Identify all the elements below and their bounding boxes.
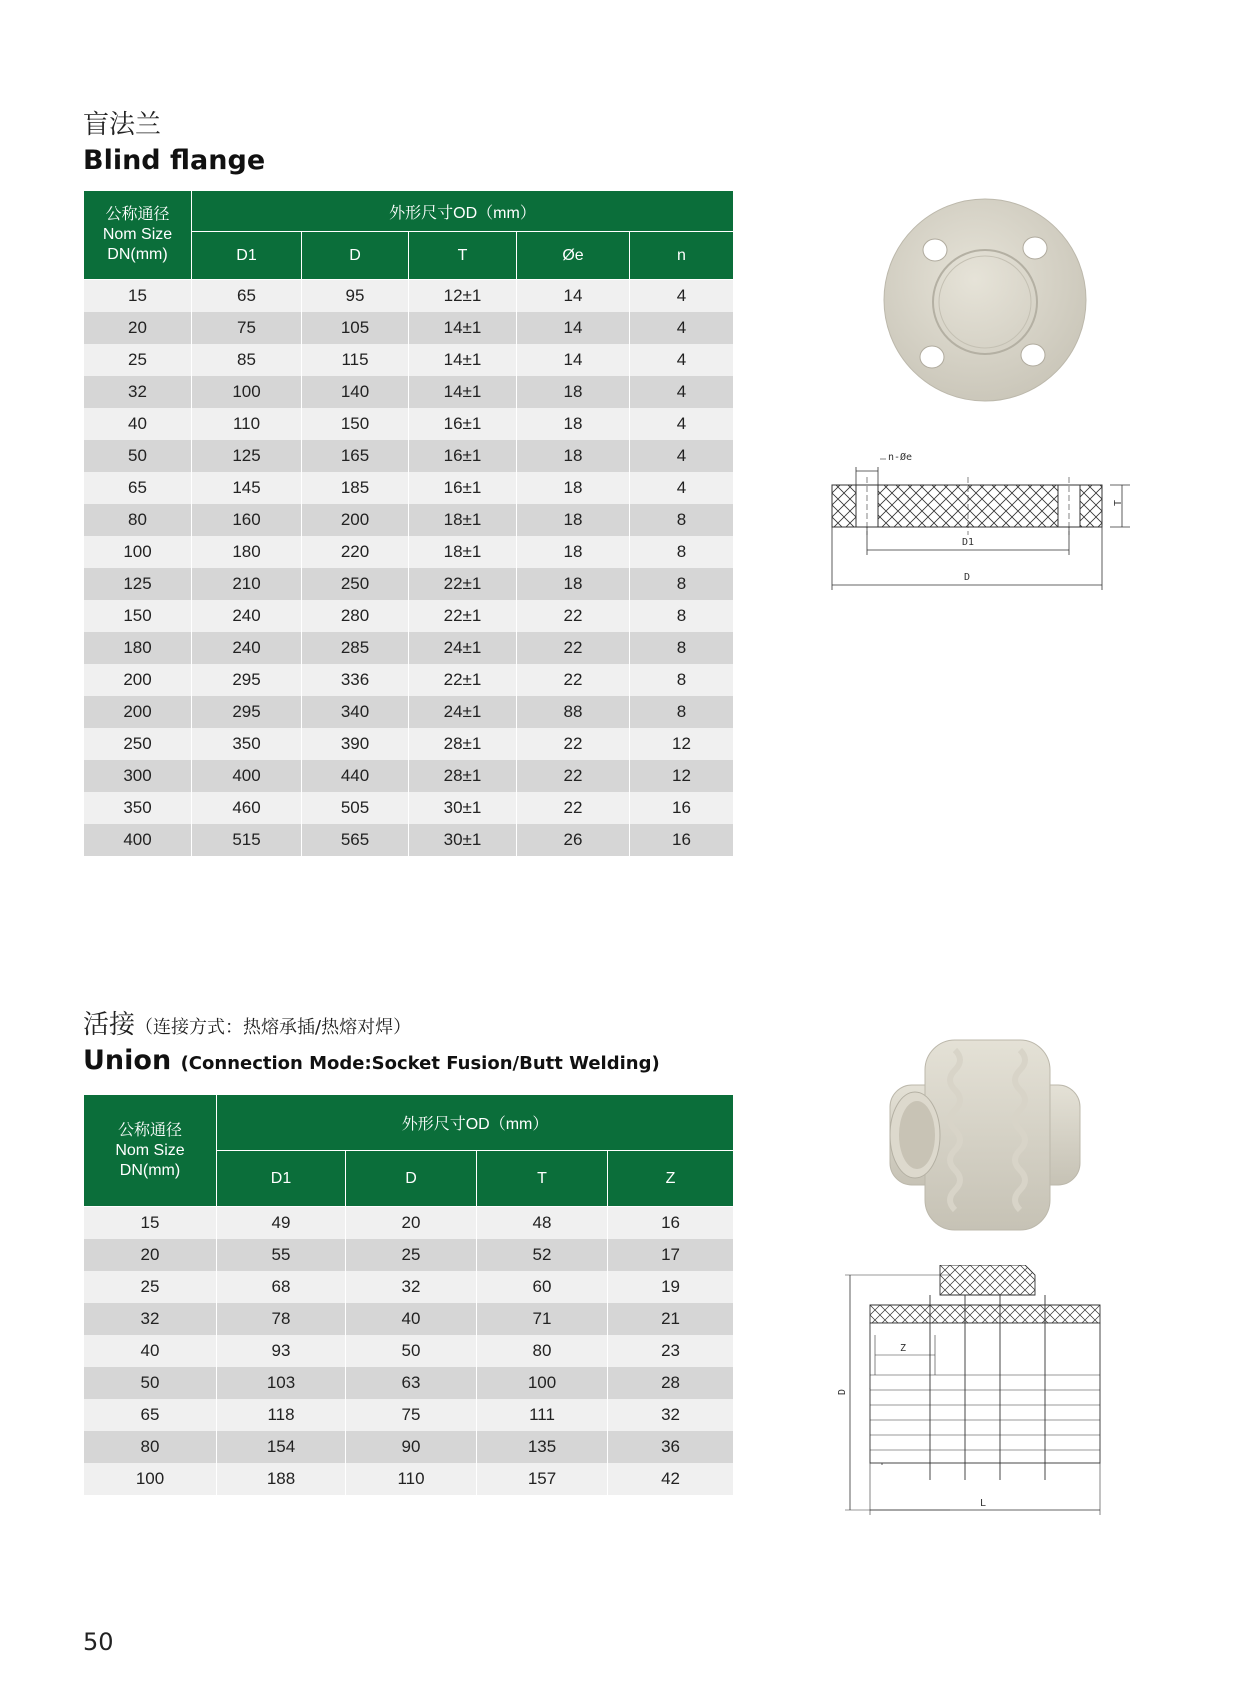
table-cell: 8 bbox=[630, 504, 734, 536]
table-cell: 4 bbox=[630, 472, 734, 504]
table-cell: 32 bbox=[84, 1303, 217, 1335]
table-cell: 4 bbox=[630, 280, 734, 312]
union-title-en-line bbox=[83, 1047, 660, 1074]
table-cell: 8 bbox=[630, 568, 734, 600]
table-cell: 40 bbox=[84, 1335, 217, 1367]
table-cell: 110 bbox=[192, 408, 302, 440]
table-cell: 460 bbox=[192, 792, 302, 824]
table-row bbox=[84, 1207, 734, 1239]
table-cell: 400 bbox=[84, 824, 192, 856]
table-cell: 8 bbox=[630, 536, 734, 568]
table-cell: 240 bbox=[192, 632, 302, 664]
d-label: D bbox=[837, 1388, 848, 1395]
table-row bbox=[84, 440, 734, 472]
table-row bbox=[84, 1431, 734, 1463]
table-cell: 4 bbox=[630, 408, 734, 440]
table-row bbox=[84, 376, 734, 408]
table-cell: 55 bbox=[217, 1239, 346, 1271]
table-cell: 49 bbox=[217, 1207, 346, 1239]
table-row bbox=[84, 1463, 734, 1495]
table-cell: 390 bbox=[302, 728, 409, 760]
table-cell: 14±1 bbox=[409, 344, 517, 376]
table-cell: 12 bbox=[630, 728, 734, 760]
nom-size-en: Nom Size bbox=[102, 226, 173, 243]
table-cell: 18 bbox=[517, 440, 630, 472]
union-photo bbox=[880, 1035, 1090, 1235]
table-cell: 160 bbox=[192, 504, 302, 536]
blind-flange-title-cn: 盲法兰 bbox=[83, 110, 162, 140]
column-header: n bbox=[630, 232, 734, 280]
table-cell: 118 bbox=[217, 1399, 346, 1431]
table-cell: 50 bbox=[84, 440, 192, 472]
nom-size-header bbox=[84, 191, 192, 280]
column-header: D1 bbox=[192, 232, 302, 280]
table-row bbox=[84, 472, 734, 504]
table-cell: 8 bbox=[630, 600, 734, 632]
table-row bbox=[84, 664, 734, 696]
table-cell: 100 bbox=[84, 1463, 217, 1495]
table-cell: 14±1 bbox=[409, 376, 517, 408]
t-label: T bbox=[1113, 499, 1124, 506]
table-row bbox=[84, 504, 734, 536]
table-cell: 20 bbox=[84, 312, 192, 344]
column-header: T bbox=[477, 1151, 608, 1207]
table-cell: 71 bbox=[477, 1303, 608, 1335]
table-cell: 18±1 bbox=[409, 504, 517, 536]
table-cell: 14 bbox=[517, 312, 630, 344]
table-cell: 15 bbox=[84, 280, 192, 312]
table-cell: 18 bbox=[517, 536, 630, 568]
table-cell: 250 bbox=[302, 568, 409, 600]
table-cell: 12±1 bbox=[409, 280, 517, 312]
table-cell: 285 bbox=[302, 632, 409, 664]
od-header: 外形尺寸OD（mm） bbox=[217, 1095, 734, 1151]
table-cell: 75 bbox=[192, 312, 302, 344]
table-cell: 4 bbox=[630, 312, 734, 344]
table-cell: 295 bbox=[192, 696, 302, 728]
table-cell: 200 bbox=[302, 504, 409, 536]
table-cell: 150 bbox=[84, 600, 192, 632]
table-row bbox=[84, 1367, 734, 1399]
union-title-en-note: (Connection Mode:Socket Fusion/Butt Welding) bbox=[180, 1053, 660, 1074]
table-cell: 16 bbox=[630, 792, 734, 824]
table-cell: 25 bbox=[346, 1239, 477, 1271]
d1-label: D1 bbox=[962, 537, 975, 548]
table-cell: 110 bbox=[346, 1463, 477, 1495]
table-cell: 42 bbox=[608, 1463, 734, 1495]
table-cell: 135 bbox=[477, 1431, 608, 1463]
nom-size-cn: 公称通径 bbox=[117, 1121, 182, 1139]
table-cell: 250 bbox=[84, 728, 192, 760]
table-cell: 17 bbox=[608, 1239, 734, 1271]
table-cell: 25 bbox=[84, 1271, 217, 1303]
table-cell: 40 bbox=[84, 408, 192, 440]
table-cell: 100 bbox=[192, 376, 302, 408]
table-cell: 14 bbox=[517, 344, 630, 376]
table-row bbox=[84, 536, 734, 568]
union-title-cn-note: （连接方式：热熔承插/热熔对焊） bbox=[135, 1017, 412, 1038]
table-cell: 18 bbox=[517, 568, 630, 600]
union-title-en: Union bbox=[83, 1045, 172, 1076]
table-row bbox=[84, 600, 734, 632]
table-cell: 22 bbox=[517, 792, 630, 824]
table-cell: 12 bbox=[630, 760, 734, 792]
table-cell: 30±1 bbox=[409, 824, 517, 856]
table-cell: 85 bbox=[192, 344, 302, 376]
union-drawing bbox=[830, 1265, 1105, 1530]
table-cell: 90 bbox=[346, 1431, 477, 1463]
table-cell: 28±1 bbox=[409, 728, 517, 760]
table-cell: 22±1 bbox=[409, 568, 517, 600]
table-cell: 336 bbox=[302, 664, 409, 696]
table-cell: 25 bbox=[84, 344, 192, 376]
page-number: 50 bbox=[83, 1628, 114, 1656]
table-cell: 14 bbox=[517, 280, 630, 312]
table-cell: 36 bbox=[608, 1431, 734, 1463]
table-cell: 200 bbox=[84, 696, 192, 728]
table-cell: 15 bbox=[84, 1207, 217, 1239]
z-label: Z bbox=[900, 1343, 907, 1354]
table-cell: 154 bbox=[217, 1431, 346, 1463]
table-cell: 150 bbox=[302, 408, 409, 440]
column-header: Z bbox=[608, 1151, 734, 1207]
table-cell: 18 bbox=[517, 472, 630, 504]
table-cell: 22 bbox=[517, 760, 630, 792]
table-cell: 280 bbox=[302, 600, 409, 632]
table-cell: 16 bbox=[630, 824, 734, 856]
table-cell: 50 bbox=[84, 1367, 217, 1399]
table-cell: 16±1 bbox=[409, 440, 517, 472]
table-cell: 125 bbox=[84, 568, 192, 600]
table-cell: 40 bbox=[346, 1303, 477, 1335]
nom-size-header bbox=[84, 1095, 217, 1207]
blind-flange-drawing bbox=[820, 445, 1140, 595]
table-cell: 23 bbox=[608, 1335, 734, 1367]
table-row bbox=[84, 344, 734, 376]
table-cell: 75 bbox=[346, 1399, 477, 1431]
table-row bbox=[84, 728, 734, 760]
table-cell: 22 bbox=[517, 600, 630, 632]
table-row bbox=[84, 1399, 734, 1431]
table-row bbox=[84, 1335, 734, 1367]
nom-size-unit: DN(mm) bbox=[107, 246, 168, 263]
table-cell: 16±1 bbox=[409, 472, 517, 504]
table-row bbox=[84, 792, 734, 824]
table-cell: 515 bbox=[192, 824, 302, 856]
table-cell: 18 bbox=[517, 504, 630, 536]
table-cell: 400 bbox=[192, 760, 302, 792]
table-cell: 22±1 bbox=[409, 664, 517, 696]
table-cell: 505 bbox=[302, 792, 409, 824]
table-cell: 50 bbox=[346, 1335, 477, 1367]
table-row bbox=[84, 568, 734, 600]
table-cell: 32 bbox=[84, 376, 192, 408]
table-cell: 4 bbox=[630, 344, 734, 376]
table-cell: 52 bbox=[477, 1239, 608, 1271]
table-cell: 60 bbox=[477, 1271, 608, 1303]
table-cell: 22 bbox=[517, 728, 630, 760]
table-cell: 188 bbox=[217, 1463, 346, 1495]
nom-size-unit: DN(mm) bbox=[119, 1161, 181, 1179]
table-cell: 565 bbox=[302, 824, 409, 856]
table-row bbox=[84, 1239, 734, 1271]
table-row bbox=[84, 1303, 734, 1335]
union-table bbox=[83, 1094, 734, 1495]
table-cell: 20 bbox=[346, 1207, 477, 1239]
table-cell: 185 bbox=[302, 472, 409, 504]
table-cell: 4 bbox=[630, 376, 734, 408]
table-cell: 30±1 bbox=[409, 792, 517, 824]
column-header: D bbox=[302, 232, 409, 280]
table-row bbox=[84, 312, 734, 344]
table-cell: 140 bbox=[302, 376, 409, 408]
table-row bbox=[84, 824, 734, 856]
table-cell: 115 bbox=[302, 344, 409, 376]
table-row bbox=[84, 1271, 734, 1303]
table-cell: 165 bbox=[302, 440, 409, 472]
table-cell: 22 bbox=[517, 664, 630, 696]
table-cell: 32 bbox=[608, 1399, 734, 1431]
table-cell: 103 bbox=[217, 1367, 346, 1399]
table-cell: 210 bbox=[192, 568, 302, 600]
table-cell: 300 bbox=[84, 760, 192, 792]
table-cell: 220 bbox=[302, 536, 409, 568]
table-cell: 22±1 bbox=[409, 600, 517, 632]
table-row bbox=[84, 408, 734, 440]
table-cell: 18 bbox=[517, 376, 630, 408]
table-cell: 180 bbox=[192, 536, 302, 568]
column-header: D1 bbox=[217, 1151, 346, 1207]
table-cell: 19 bbox=[608, 1271, 734, 1303]
table-cell: 16±1 bbox=[409, 408, 517, 440]
blind-flange-photo bbox=[880, 195, 1090, 410]
table-cell: 8 bbox=[630, 664, 734, 696]
hole-label: n-Øe bbox=[888, 452, 913, 463]
table-cell: 65 bbox=[84, 472, 192, 504]
table-cell: 350 bbox=[84, 792, 192, 824]
table-row bbox=[84, 280, 734, 312]
table-cell: 125 bbox=[192, 440, 302, 472]
table-row bbox=[84, 760, 734, 792]
table-cell: 8 bbox=[630, 632, 734, 664]
table-cell: 78 bbox=[217, 1303, 346, 1335]
table-cell: 20 bbox=[84, 1239, 217, 1271]
table-cell: 26 bbox=[517, 824, 630, 856]
table-cell: 95 bbox=[302, 280, 409, 312]
nom-size-en: Nom Size bbox=[115, 1141, 185, 1159]
table-cell: 340 bbox=[302, 696, 409, 728]
table-cell: 8 bbox=[630, 696, 734, 728]
table-cell: 48 bbox=[477, 1207, 608, 1239]
table-cell: 145 bbox=[192, 472, 302, 504]
table-cell: 111 bbox=[477, 1399, 608, 1431]
table-cell: 80 bbox=[84, 504, 192, 536]
table-cell: 200 bbox=[84, 664, 192, 696]
table-cell: 240 bbox=[192, 600, 302, 632]
column-header: T bbox=[409, 232, 517, 280]
od-header: 外形尺寸OD（mm） bbox=[192, 191, 734, 232]
d-label: D bbox=[964, 572, 971, 583]
table-cell: 100 bbox=[84, 536, 192, 568]
table-cell: 4 bbox=[630, 440, 734, 472]
blind-flange-table bbox=[83, 190, 734, 856]
table-cell: 100 bbox=[477, 1367, 608, 1399]
blind-flange-title-en: Blind flange bbox=[83, 145, 266, 176]
table-cell: 18±1 bbox=[409, 536, 517, 568]
table-cell: 88 bbox=[517, 696, 630, 728]
table-cell: 65 bbox=[192, 280, 302, 312]
table-cell: 28 bbox=[608, 1367, 734, 1399]
table-cell: 68 bbox=[217, 1271, 346, 1303]
table-cell: 180 bbox=[84, 632, 192, 664]
table-cell: 295 bbox=[192, 664, 302, 696]
table-row bbox=[84, 696, 734, 728]
l-label: L bbox=[980, 1498, 987, 1509]
table-cell: 157 bbox=[477, 1463, 608, 1495]
table-cell: 93 bbox=[217, 1335, 346, 1367]
table-cell: 350 bbox=[192, 728, 302, 760]
table-cell: 21 bbox=[608, 1303, 734, 1335]
union-title-cn: 活接 bbox=[83, 1010, 136, 1040]
table-cell: 24±1 bbox=[409, 696, 517, 728]
table-cell: 14±1 bbox=[409, 312, 517, 344]
nom-size-cn: 公称通径 bbox=[105, 206, 170, 223]
table-cell: 28±1 bbox=[409, 760, 517, 792]
table-cell: 18 bbox=[517, 408, 630, 440]
table-cell: 32 bbox=[346, 1271, 477, 1303]
table-row bbox=[84, 632, 734, 664]
table-cell: 63 bbox=[346, 1367, 477, 1399]
table-cell: 80 bbox=[477, 1335, 608, 1367]
table-cell: 65 bbox=[84, 1399, 217, 1431]
table-cell: 440 bbox=[302, 760, 409, 792]
table-cell: 105 bbox=[302, 312, 409, 344]
column-header: Øe bbox=[517, 232, 630, 280]
table-cell: 16 bbox=[608, 1207, 734, 1239]
column-header: D bbox=[346, 1151, 477, 1207]
union-title-cn-line bbox=[83, 1012, 411, 1038]
table-cell: 80 bbox=[84, 1431, 217, 1463]
table-cell: 24±1 bbox=[409, 632, 517, 664]
table-cell: 22 bbox=[517, 632, 630, 664]
